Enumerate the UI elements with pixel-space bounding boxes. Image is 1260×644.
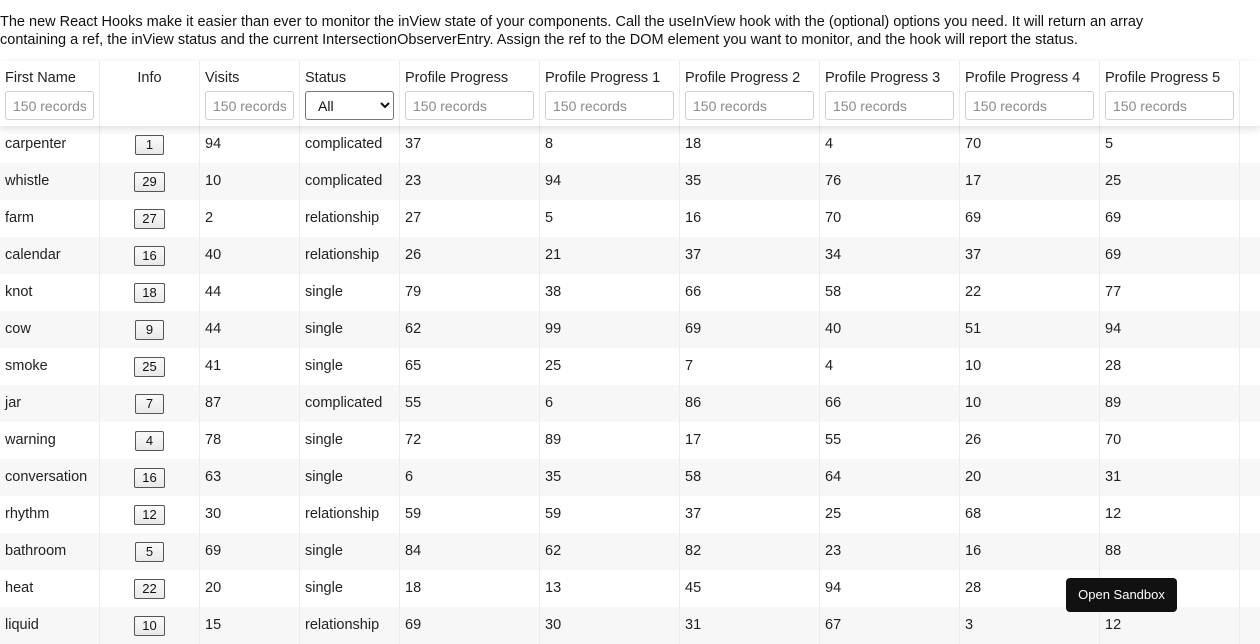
cell-first-name: liquid <box>0 607 100 644</box>
cell-visits: 15 <box>200 607 300 644</box>
info-cell <box>100 422 200 459</box>
cell-profile-progress-2: 86 <box>680 385 820 422</box>
cell-profile-progress: 26 <box>400 237 540 274</box>
cell-profile-progress-1: 8 <box>540 126 680 163</box>
info-button[interactable]: 25 <box>134 357 164 377</box>
cell-profile-progress: 37 <box>400 126 540 163</box>
cell-profile-progress-4: 10 <box>960 348 1100 385</box>
cell-profile-progress-4: 28 <box>960 570 1100 607</box>
table-row <box>0 163 1260 200</box>
info-button[interactable]: 5 <box>135 542 164 562</box>
info-cell <box>100 533 200 570</box>
cell-profile-progress-2: 37 <box>680 237 820 274</box>
table-row <box>0 200 1260 237</box>
cell-status: single <box>300 422 400 459</box>
cell-profile-progress-1: 13 <box>540 570 680 607</box>
info-button[interactable]: 29 <box>134 172 164 192</box>
column-header-first-name[interactable] <box>0 61 100 126</box>
cell-profile-progress-4: 26 <box>960 422 1100 459</box>
column-title: Profile Progress 3 <box>825 70 941 86</box>
cell-profile-progress-3: 25 <box>820 496 960 533</box>
column-header-visits[interactable] <box>200 61 300 126</box>
cell-profile-progress-5: 28 <box>1100 348 1240 385</box>
cell-profile-progress-4: 69 <box>960 200 1100 237</box>
cell-profile-progress-4: 51 <box>960 311 1100 348</box>
cell-profile-progress-4: 10 <box>960 385 1100 422</box>
column-header-profile-progress-2[interactable] <box>680 61 820 126</box>
cell-profile-progress-3: 67 <box>820 607 960 644</box>
cell-profile-progress-3: 66 <box>820 385 960 422</box>
cell-profile-progress: 6 <box>400 459 540 496</box>
info-cell <box>100 237 200 274</box>
cell-profile-progress-2: 7 <box>680 348 820 385</box>
cell-profile-progress: 59 <box>400 496 540 533</box>
cell-visits: 10 <box>200 163 300 200</box>
cell-profile-progress-3: 23 <box>820 533 960 570</box>
cell-profile-progress: 69 <box>400 607 540 644</box>
cell-profile-progress-5: 70 <box>1100 422 1240 459</box>
column-header-info[interactable] <box>100 61 200 126</box>
cell-profile-progress-1: 25 <box>540 348 680 385</box>
info-button[interactable]: 16 <box>134 246 164 266</box>
info-button[interactable]: 10 <box>134 616 164 636</box>
filter-input-profile-progress-5[interactable] <box>1105 91 1234 120</box>
cell-profile-progress-2: 45 <box>680 570 820 607</box>
cell-profile-progress-2: 82 <box>680 533 820 570</box>
cell-profile-progress: 62 <box>400 311 540 348</box>
cell-visits: 78 <box>200 422 300 459</box>
info-cell <box>100 570 200 607</box>
cell-profile-progress-3: 4 <box>820 348 960 385</box>
cell-visits: 63 <box>200 459 300 496</box>
open-sandbox-button[interactable]: Open Sandbox <box>1066 578 1177 612</box>
cell-profile-progress-5: 88 <box>1100 533 1240 570</box>
table-row <box>0 607 1260 644</box>
cell-status: relationship <box>300 200 400 237</box>
column-title: Status <box>305 70 347 86</box>
info-cell <box>100 274 200 311</box>
cell-profile-progress-4: 37 <box>960 237 1100 274</box>
cell-profile-progress-2: 16 <box>680 200 820 237</box>
cell-profile-progress-2: 18 <box>680 126 820 163</box>
table-body <box>0 126 1260 644</box>
info-cell <box>100 459 200 496</box>
intro-paragraph: The new React Hooks make it easier than ever to monitor the inView state of your components. Call the useInView hook with the (optional) options you need. It will return an array containing a ref, the inView status and the current IntersectionObserverEntry. Assign the ref to the DOM element you want to monitor, and the hook will report the status. <box>0 14 1144 48</box>
cell-profile-progress-4: 17 <box>960 163 1100 200</box>
cell-profile-progress-1: 35 <box>540 459 680 496</box>
filter-input-profile-progress[interactable] <box>405 91 534 120</box>
cell-visits: 44 <box>200 311 300 348</box>
column-title: Info <box>137 70 162 86</box>
column-header-profile-progress-5[interactable] <box>1100 61 1240 126</box>
cell-profile-progress: 84 <box>400 533 540 570</box>
cell-profile-progress: 18 <box>400 570 540 607</box>
cell-visits: 44 <box>200 274 300 311</box>
info-button[interactable]: 27 <box>134 209 164 229</box>
cell-first-name: farm <box>0 200 100 237</box>
cell-visits: 20 <box>200 570 300 607</box>
cell-first-name: smoke <box>0 348 100 385</box>
cell-profile-progress-2: 35 <box>680 163 820 200</box>
info-button[interactable]: 16 <box>134 468 164 488</box>
cell-profile-progress-3: 34 <box>820 237 960 274</box>
cell-profile-progress-3: 4 <box>820 126 960 163</box>
info-button[interactable]: 9 <box>135 320 164 340</box>
cell-profile-progress-5: 25 <box>1100 163 1240 200</box>
info-cell <box>100 200 200 237</box>
cell-first-name: carpenter <box>0 126 100 163</box>
cell-status: complicated <box>300 385 400 422</box>
cell-profile-progress-2: 17 <box>680 422 820 459</box>
cell-first-name: knot <box>0 274 100 311</box>
column-title: Visits <box>205 70 240 86</box>
info-cell <box>100 163 200 200</box>
cell-profile-progress: 55 <box>400 385 540 422</box>
cell-profile-progress-4: 70 <box>960 126 1100 163</box>
info-cell <box>100 607 200 644</box>
cell-profile-progress-5: 77 <box>1100 274 1240 311</box>
cell-profile-progress-5: 31 <box>1100 459 1240 496</box>
column-header-profile-progress-4[interactable] <box>960 61 1100 126</box>
cell-status: single <box>300 570 400 607</box>
cell-status: relationship <box>300 607 400 644</box>
table-row <box>0 274 1260 311</box>
cell-profile-progress-3: 40 <box>820 311 960 348</box>
filter-input-profile-progress-2[interactable] <box>685 91 814 120</box>
info-button[interactable]: 1 <box>135 135 164 155</box>
cell-status: single <box>300 274 400 311</box>
cell-status: complicated <box>300 163 400 200</box>
cell-visits: 40 <box>200 237 300 274</box>
info-button[interactable]: 18 <box>134 283 164 303</box>
cell-status: single <box>300 533 400 570</box>
cell-profile-progress-1: 21 <box>540 237 680 274</box>
column-header-status[interactable] <box>300 61 400 126</box>
column-header-profile-progress[interactable] <box>400 61 540 126</box>
info-cell <box>100 385 200 422</box>
cell-profile-progress-2: 58 <box>680 459 820 496</box>
cell-profile-progress-3: 55 <box>820 422 960 459</box>
cell-visits: 94 <box>200 126 300 163</box>
column-title: Profile Progress 4 <box>965 70 1081 86</box>
info-button[interactable]: 22 <box>134 579 164 599</box>
column-title: Profile Progress 1 <box>545 70 661 86</box>
cell-profile-progress-5: 89 <box>1100 385 1240 422</box>
cell-first-name: jar <box>0 385 100 422</box>
cell-status: single <box>300 348 400 385</box>
cell-status: complicated <box>300 126 400 163</box>
table-row <box>0 126 1260 163</box>
cell-first-name: whistle <box>0 163 100 200</box>
table-header <box>0 61 1260 126</box>
table-row <box>0 496 1260 533</box>
cell-first-name: rhythm <box>0 496 100 533</box>
cell-profile-progress-1: 6 <box>540 385 680 422</box>
cell-visits: 30 <box>200 496 300 533</box>
cell-profile-progress-5: 12 <box>1100 607 1240 644</box>
table-row <box>0 311 1260 348</box>
column-title: Profile Progress 5 <box>1105 70 1221 86</box>
cell-profile-progress-1: 59 <box>540 496 680 533</box>
cell-profile-progress-1: 5 <box>540 200 680 237</box>
filter-input-profile-progress-3[interactable] <box>825 91 954 120</box>
table-row <box>0 348 1260 385</box>
cell-profile-progress: 23 <box>400 163 540 200</box>
cell-profile-progress: 65 <box>400 348 540 385</box>
info-button[interactable]: 12 <box>134 505 164 525</box>
table-row <box>0 237 1260 274</box>
cell-first-name: conversation <box>0 459 100 496</box>
column-title: Profile Progress 2 <box>685 70 801 86</box>
cell-first-name: warning <box>0 422 100 459</box>
cell-first-name: cow <box>0 311 100 348</box>
cell-profile-progress-3: 94 <box>820 570 960 607</box>
cell-profile-progress-1: 94 <box>540 163 680 200</box>
table-row <box>0 422 1260 459</box>
column-header-profile-progress-3[interactable] <box>820 61 960 126</box>
cell-visits: 2 <box>200 200 300 237</box>
cell-profile-progress-5: 69 <box>1100 237 1240 274</box>
status-filter-select[interactable] <box>305 91 394 120</box>
cell-status: single <box>300 459 400 496</box>
info-cell <box>100 496 200 533</box>
cell-first-name: bathroom <box>0 533 100 570</box>
cell-profile-progress-4: 20 <box>960 459 1100 496</box>
cell-profile-progress-3: 76 <box>820 163 960 200</box>
cell-profile-progress-1: 99 <box>540 311 680 348</box>
filter-input-first-name[interactable] <box>5 91 94 120</box>
table-row <box>0 533 1260 570</box>
cell-profile-progress-1: 30 <box>540 607 680 644</box>
cell-profile-progress-2: 37 <box>680 496 820 533</box>
column-title: Profile Progress <box>405 70 509 86</box>
cell-profile-progress-3: 70 <box>820 200 960 237</box>
cell-status: single <box>300 311 400 348</box>
cell-profile-progress-1: 89 <box>540 422 680 459</box>
table-row <box>0 385 1260 422</box>
cell-profile-progress-3: 64 <box>820 459 960 496</box>
filter-input-profile-progress-4[interactable] <box>965 91 1094 120</box>
cell-profile-progress-2: 69 <box>680 311 820 348</box>
cell-profile-progress-5: 69 <box>1100 200 1240 237</box>
info-cell <box>100 126 200 163</box>
cell-profile-progress-4: 22 <box>960 274 1100 311</box>
cell-visits: 41 <box>200 348 300 385</box>
cell-status: relationship <box>300 496 400 533</box>
cell-status: relationship <box>300 237 400 274</box>
cell-visits: 69 <box>200 533 300 570</box>
cell-profile-progress-4: 16 <box>960 533 1100 570</box>
cell-profile-progress-4: 68 <box>960 496 1100 533</box>
cell-profile-progress: 27 <box>400 200 540 237</box>
cell-profile-progress-5: 94 <box>1100 311 1240 348</box>
cell-profile-progress-2: 31 <box>680 607 820 644</box>
filter-input-visits[interactable] <box>205 91 294 120</box>
info-cell <box>100 311 200 348</box>
table-row <box>0 459 1260 496</box>
records-table <box>0 61 1221 633</box>
cell-visits: 87 <box>200 385 300 422</box>
cell-first-name: calendar <box>0 237 100 274</box>
column-header-profile-progress-1[interactable] <box>540 61 680 126</box>
cell-first-name: heat <box>0 570 100 607</box>
info-button[interactable]: 7 <box>135 394 164 414</box>
cell-profile-progress-5: 12 <box>1100 496 1240 533</box>
cell-profile-progress-4: 3 <box>960 607 1100 644</box>
filter-input-profile-progress-1[interactable] <box>545 91 674 120</box>
column-title: First Name <box>5 70 76 86</box>
cell-profile-progress: 79 <box>400 274 540 311</box>
cell-profile-progress-1: 62 <box>540 533 680 570</box>
cell-profile-progress-1: 38 <box>540 274 680 311</box>
info-button[interactable]: 4 <box>135 431 164 451</box>
cell-profile-progress-3: 58 <box>820 274 960 311</box>
cell-profile-progress: 72 <box>400 422 540 459</box>
cell-profile-progress-2: 66 <box>680 274 820 311</box>
cell-profile-progress-5: 5 <box>1100 126 1240 163</box>
info-cell <box>100 348 200 385</box>
